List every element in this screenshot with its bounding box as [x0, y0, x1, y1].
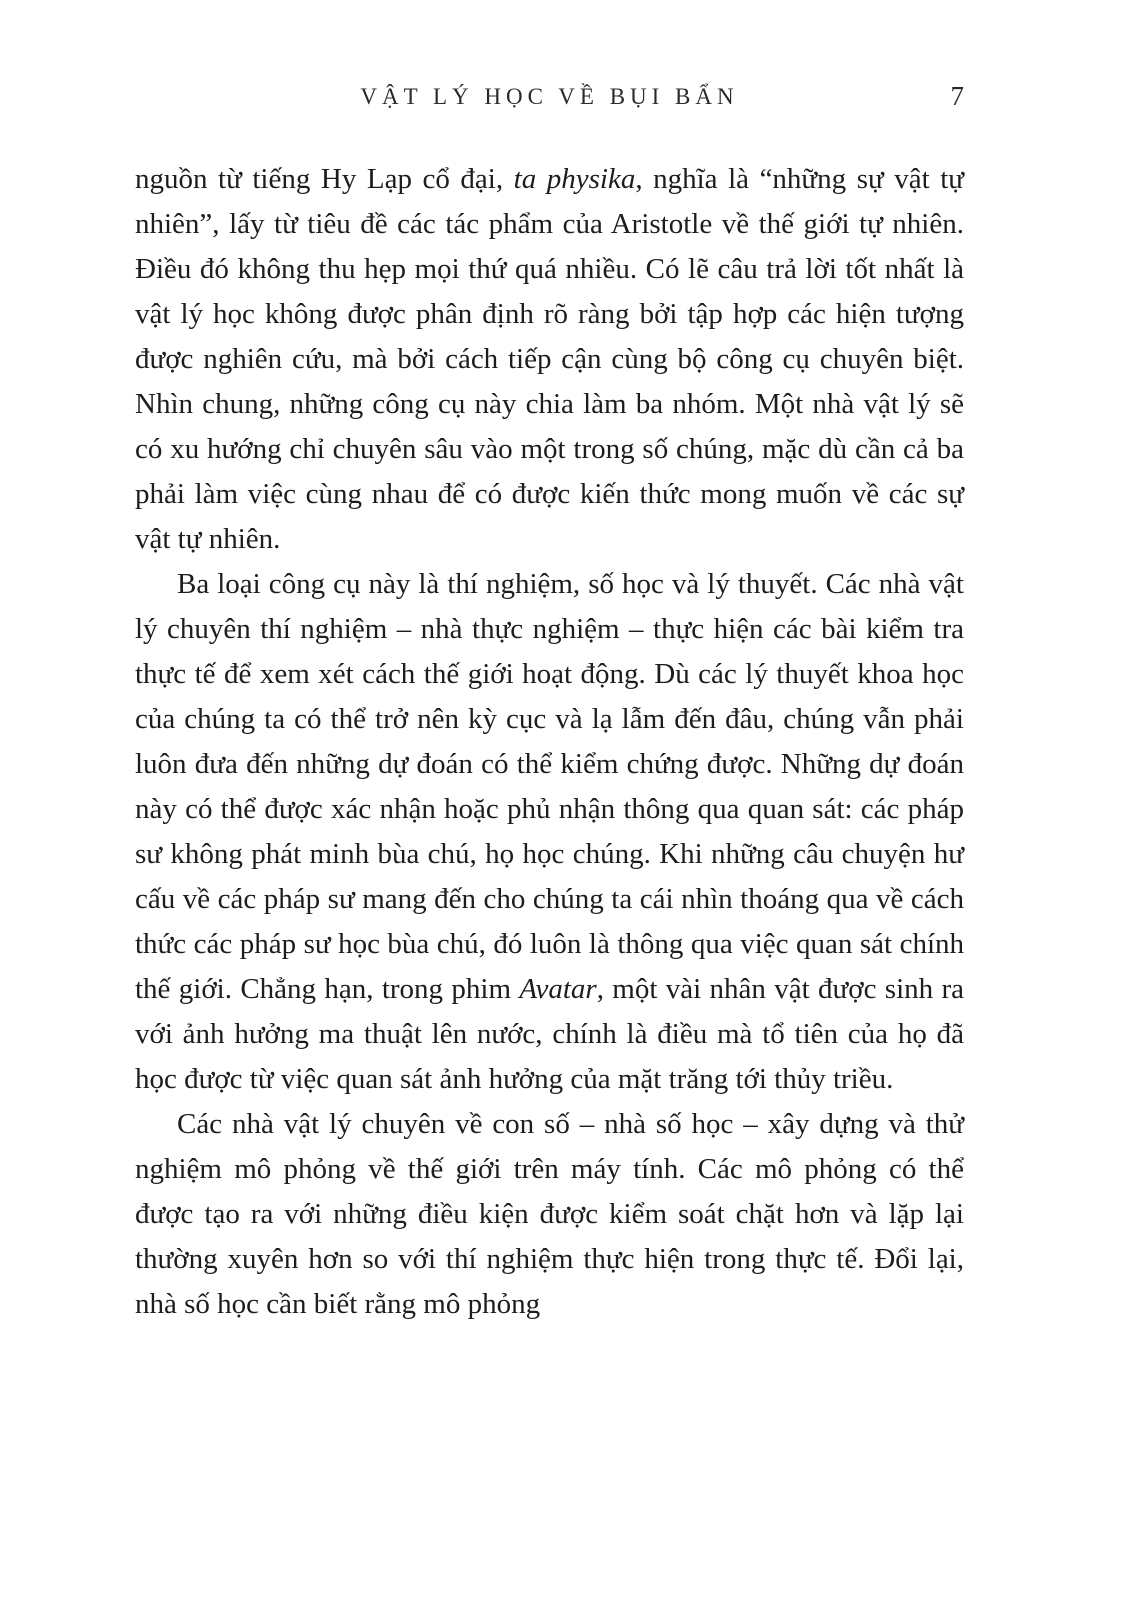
- text-segment: Ba loại công cụ này là thí nghiệm, số học và lý thuyết. Các nhà vật lý chuyên thí nghiệm – nhà thực nghiệm – thực hiện các bài kiểm tra thực tế để xem xét cách thế giới hoạt động. Dù các lý thuyết khoa học của chúng ta có thể trở nên kỳ cục và lạ lẫm đến đâu, chúng vẫn phải luôn đưa đến những dự đoán có thể kiểm chứng được. Những dự đoán này có thể được xác nhận hoặc phủ nhận thông qua quan sát: các pháp sư không phát minh bùa chú, họ học chúng. Khi những câu chuyện hư cấu về các pháp sư mang đến cho chúng ta cái nhìn thoáng qua về cách thức các pháp sư học bùa chú, đó luôn là thông qua việc quan sát chính thế giới. Chẳng hạn, trong phim: [135, 568, 964, 1005]
- italic-term: ta physika: [513, 163, 636, 195]
- text-segment: nguồn từ tiếng Hy Lạp cổ đại,: [135, 163, 514, 195]
- text-segment: , một vài nhân vật được sinh ra với ảnh hưởng ma thuật lên nước, chính là điều mà tổ tiên của họ đã học được từ việc quan sát ảnh hưởng của mặt trăng tới thủy triều.: [135, 973, 964, 1095]
- text-segment: Các nhà vật lý chuyên về con số – nhà số học – xây dựng và thử nghiệm mô phỏng về thế giới trên máy tính. Các mô phỏng có thể được tạo ra với những điều kiện được kiểm soát chặt hơn và lặp lại thường xuyên hơn so với thí nghiệm thực hiện trong thực tế. Đổi lại, nhà số học cần biết rằng mô phỏng: [135, 1108, 964, 1320]
- paragraph-3: [135, 1102, 964, 1327]
- text-segment: , nghĩa là “những sự vật tự nhiên”, lấy từ tiêu đề các tác phẩm của Aristotle về thế giới tự nhiên. Điều đó không thu hẹp mọi thứ quá nhiều. Có lẽ câu trả lời tốt nhất là vật lý học không được phân định rõ ràng bởi tập hợp các hiện tượng được nghiên cứu, mà bởi cách tiếp cận cùng bộ công cụ chuyên biệt. Nhìn chung, những công cụ này chia làm ba nhóm. Một nhà vật lý sẽ có xu hướng chỉ chuyên sâu vào một trong số chúng, mặc dù cần cả ba phải làm việc cùng nhau để có được kiến thức mong muốn về các sự vật tự nhiên.: [135, 163, 964, 555]
- page-content: [135, 157, 964, 1327]
- italic-title: Avatar: [519, 973, 597, 1005]
- paragraph-1: [135, 157, 964, 562]
- page-header: [135, 81, 964, 111]
- page-number: 7: [950, 81, 964, 111]
- paragraph-2: [135, 562, 964, 1102]
- running-head-title: VẬT LÝ HỌC VỀ BỤI BẨN: [360, 84, 739, 109]
